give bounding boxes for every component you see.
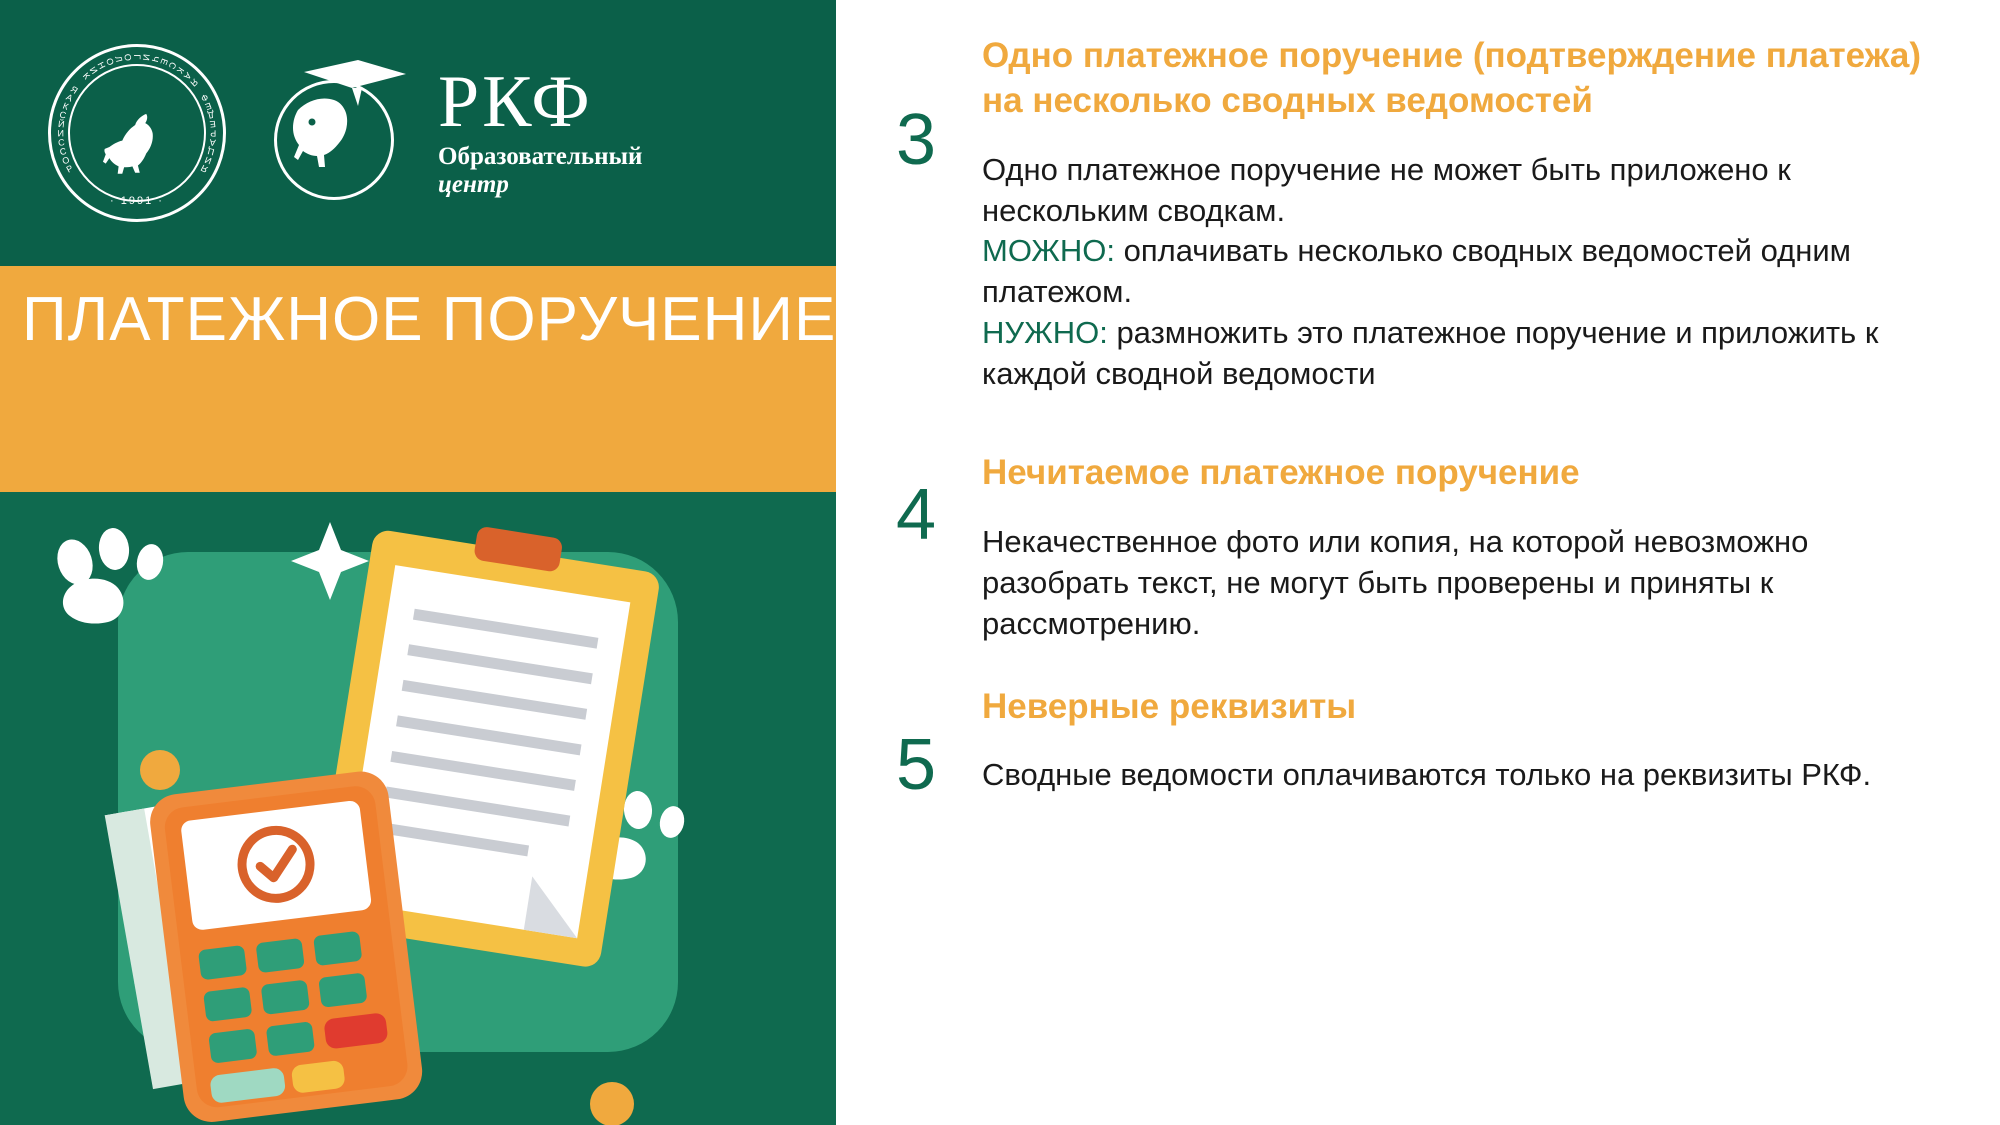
illustration bbox=[0, 492, 836, 1125]
spacer bbox=[896, 645, 1940, 685]
list-item bbox=[896, 34, 1940, 395]
item-line-text: размножить это платежное поручение и приложить к каждой сводной ведомости bbox=[982, 315, 1879, 392]
item-paragraph bbox=[982, 150, 1940, 395]
rkf-wordmark-sub1: Образовательный bbox=[438, 143, 643, 171]
item-line-text: оплачивать несколько сводных ведомостей одним платежом. bbox=[982, 233, 1851, 310]
spacer bbox=[896, 395, 1940, 451]
item-line-text: Одно платежное поручение не может быть приложено к нескольким сводкам. bbox=[982, 151, 1791, 228]
rkf-wordmark bbox=[266, 58, 642, 208]
item-body bbox=[982, 685, 1940, 797]
item-body bbox=[982, 451, 1940, 645]
item-heading: Неверные реквизиты bbox=[982, 686, 1357, 726]
item-paragraph: Некачественное фото или копия, на которой невозможно разобрать текст, не могут быть проверены и приняты к рассмотрению. bbox=[982, 523, 1809, 641]
content-panel bbox=[836, 0, 2000, 1125]
rkf-graduate-dog-icon bbox=[266, 58, 416, 208]
rkf-text-block bbox=[438, 60, 643, 199]
page-title: ПЛАТЕЖНОЕ ПОРУЧЕНИЕ bbox=[22, 285, 836, 354]
item-number: 4 bbox=[896, 475, 937, 556]
item-paragraph: Сводные ведомости оплачиваются только на реквизиты РКФ. bbox=[982, 757, 1872, 793]
borzoi-dog-icon bbox=[91, 90, 183, 182]
rkf-wordmark-sub2: центр bbox=[438, 171, 509, 199]
title-band bbox=[0, 266, 836, 492]
rkf-seal-logo bbox=[48, 44, 226, 222]
list-item bbox=[896, 451, 1940, 645]
item-line-label: МОЖНО: bbox=[982, 233, 1115, 269]
rkf-wordmark-text: РКФ bbox=[438, 60, 593, 143]
item-heading: Одно платежное поручение (подтверждение платежа) на несколько сводных ведомостей bbox=[982, 36, 1922, 120]
list-item bbox=[896, 685, 1940, 805]
rkf-mark-circle bbox=[274, 80, 394, 200]
seal-year-label: · 1991 · bbox=[110, 195, 164, 207]
item-line-label: НУЖНО: bbox=[982, 315, 1108, 351]
seal-ring-text: Р О С С И Й С К А Я К И Н О Л О Г И Ч Е С К А Я Ф Е Д Е Р А Ц И Я bbox=[57, 53, 217, 175]
payment-illustration bbox=[0, 492, 836, 1125]
item-number: 3 bbox=[896, 100, 937, 180]
item-body bbox=[982, 34, 1940, 395]
left-panel bbox=[0, 0, 836, 1125]
item-number: 5 bbox=[896, 724, 937, 805]
logo-band bbox=[0, 0, 836, 266]
item-heading: Нечитаемое платежное поручение bbox=[982, 453, 1580, 493]
